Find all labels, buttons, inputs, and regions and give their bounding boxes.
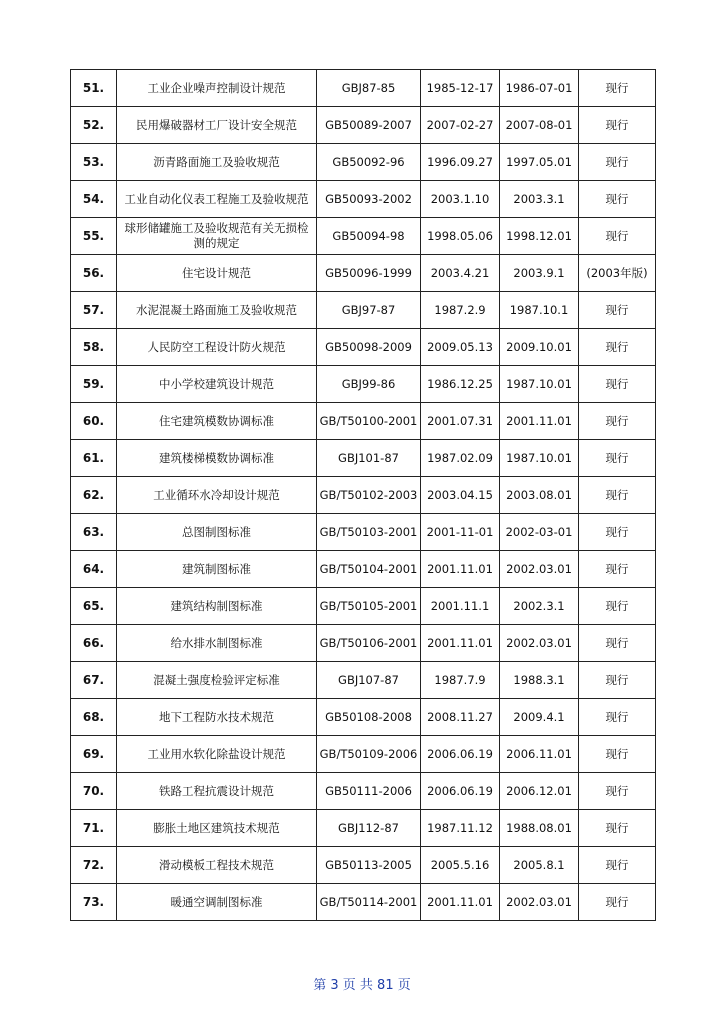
- issue-date-cell: 2007-02-27: [421, 107, 500, 144]
- effective-date-cell: 2002.03.01: [500, 884, 579, 921]
- issue-date-cell: 1987.11.12: [421, 810, 500, 847]
- page-footer: 第 3 页 共 81 页: [313, 978, 411, 993]
- table-row: [71, 662, 656, 699]
- status-cell: 现行: [579, 292, 656, 329]
- table-row: [71, 847, 656, 884]
- table-row: [71, 810, 656, 847]
- standard-name-cell: 建筑楼梯模数协调标准: [117, 440, 317, 477]
- status-cell: 现行: [579, 514, 656, 551]
- standard-name-cell: 地下工程防水技术规范: [117, 699, 317, 736]
- standard-code-cell: GBJ112-87: [317, 810, 421, 847]
- table-row: [71, 773, 656, 810]
- standard-name-cell: 沥青路面施工及验收规范: [117, 144, 317, 181]
- effective-date-cell: 2006.12.01: [500, 773, 579, 810]
- row-number-cell: 72.: [71, 847, 117, 884]
- standard-code-cell: GB/T50109-2006: [317, 736, 421, 773]
- standard-name-cell: 人民防空工程设计防火规范: [117, 329, 317, 366]
- table-row: [71, 255, 656, 292]
- issue-date-cell: 1987.7.9: [421, 662, 500, 699]
- issue-date-cell: 2003.1.10: [421, 181, 500, 218]
- standard-code-cell: GBJ97-87: [317, 292, 421, 329]
- table-row: [71, 329, 656, 366]
- standard-code-cell: GB50093-2002: [317, 181, 421, 218]
- status-cell: (2003年版): [579, 255, 656, 292]
- issue-date-cell: 2003.04.15: [421, 477, 500, 514]
- effective-date-cell: 2006.11.01: [500, 736, 579, 773]
- effective-date-cell: 2002.3.1: [500, 588, 579, 625]
- status-cell: 现行: [579, 440, 656, 477]
- table-row: [71, 884, 656, 921]
- effective-date-cell: 2005.8.1: [500, 847, 579, 884]
- row-number-cell: 60.: [71, 403, 117, 440]
- issue-date-cell: 2001.11.1: [421, 588, 500, 625]
- status-cell: 现行: [579, 551, 656, 588]
- standard-code-cell: GB50108-2008: [317, 699, 421, 736]
- status-cell: 现行: [579, 477, 656, 514]
- row-number-cell: 56.: [71, 255, 117, 292]
- standard-name-cell: 工业循环水冷却设计规范: [117, 477, 317, 514]
- issue-date-cell: 2005.5.16: [421, 847, 500, 884]
- status-cell: 现行: [579, 329, 656, 366]
- table-row: [71, 292, 656, 329]
- status-cell: 现行: [579, 588, 656, 625]
- standard-code-cell: GB/T50104-2001: [317, 551, 421, 588]
- row-number-cell: 53.: [71, 144, 117, 181]
- effective-date-cell: 2009.10.01: [500, 329, 579, 366]
- effective-date-cell: 2002.03.01: [500, 551, 579, 588]
- status-cell: 现行: [579, 107, 656, 144]
- standard-code-cell: GB/T50106-2001: [317, 625, 421, 662]
- effective-date-cell: 2007-08-01: [500, 107, 579, 144]
- standard-name-cell: 膨胀土地区建筑技术规范: [117, 810, 317, 847]
- row-number-cell: 68.: [71, 699, 117, 736]
- row-number-cell: 51.: [71, 70, 117, 107]
- table-row: [71, 440, 656, 477]
- standard-code-cell: GB/T50105-2001: [317, 588, 421, 625]
- standard-code-cell: GBJ99-86: [317, 366, 421, 403]
- issue-date-cell: 2001.11.01: [421, 884, 500, 921]
- standard-code-cell: GB50094-98: [317, 218, 421, 255]
- issue-date-cell: 1998.05.06: [421, 218, 500, 255]
- table-row: [71, 70, 656, 107]
- standard-name-cell: 滑动模板工程技术规范: [117, 847, 317, 884]
- table-row: [71, 588, 656, 625]
- row-number-cell: 62.: [71, 477, 117, 514]
- issue-date-cell: 2001.11.01: [421, 551, 500, 588]
- status-cell: 现行: [579, 773, 656, 810]
- standard-name-cell: 建筑结构制图标准: [117, 588, 317, 625]
- standard-name-cell: 中小学校建筑设计规范: [117, 366, 317, 403]
- standard-code-cell: GB/T50102-2003: [317, 477, 421, 514]
- standard-name-cell: 总图制图标准: [117, 514, 317, 551]
- issue-date-cell: 1987.2.9: [421, 292, 500, 329]
- effective-date-cell: 2003.08.01: [500, 477, 579, 514]
- table-row: [71, 699, 656, 736]
- standard-name-cell: 暖通空调制图标准: [117, 884, 317, 921]
- effective-date-cell: 1987.10.01: [500, 366, 579, 403]
- standard-name-cell: 工业自动化仪表工程施工及验收规范: [117, 181, 317, 218]
- standard-code-cell: GB/T50114-2001: [317, 884, 421, 921]
- status-cell: 现行: [579, 810, 656, 847]
- standard-name-cell: 住宅建筑模数协调标准: [117, 403, 317, 440]
- table-row: [71, 625, 656, 662]
- effective-date-cell: 2001.11.01: [500, 403, 579, 440]
- table-row: [71, 366, 656, 403]
- effective-date-cell: 1998.12.01: [500, 218, 579, 255]
- status-cell: 现行: [579, 218, 656, 255]
- table-row: [71, 107, 656, 144]
- issue-date-cell: 2009.05.13: [421, 329, 500, 366]
- row-number-cell: 59.: [71, 366, 117, 403]
- standard-code-cell: GBJ107-87: [317, 662, 421, 699]
- effective-date-cell: 2003.3.1: [500, 181, 579, 218]
- row-number-cell: 58.: [71, 329, 117, 366]
- issue-date-cell: 1985-12-17: [421, 70, 500, 107]
- issue-date-cell: 1986.12.25: [421, 366, 500, 403]
- issue-date-cell: 2001.11.01: [421, 625, 500, 662]
- table-row: [71, 477, 656, 514]
- status-cell: 现行: [579, 70, 656, 107]
- standard-code-cell: GB50096-1999: [317, 255, 421, 292]
- status-cell: 现行: [579, 403, 656, 440]
- row-number-cell: 54.: [71, 181, 117, 218]
- effective-date-cell: 1997.05.01: [500, 144, 579, 181]
- standards-table-body: [71, 70, 656, 921]
- row-number-cell: 55.: [71, 218, 117, 255]
- standard-code-cell: GBJ101-87: [317, 440, 421, 477]
- row-number-cell: 73.: [71, 884, 117, 921]
- status-cell: 现行: [579, 736, 656, 773]
- status-cell: 现行: [579, 884, 656, 921]
- effective-date-cell: 2009.4.1: [500, 699, 579, 736]
- standard-name-cell: 工业企业噪声控制设计规范: [117, 70, 317, 107]
- row-number-cell: 70.: [71, 773, 117, 810]
- effective-date-cell: 2003.9.1: [500, 255, 579, 292]
- standard-code-cell: GB50113-2005: [317, 847, 421, 884]
- standard-name-cell: 水泥混凝土路面施工及验收规范: [117, 292, 317, 329]
- row-number-cell: 69.: [71, 736, 117, 773]
- issue-date-cell: 2001.07.31: [421, 403, 500, 440]
- table-row: [71, 181, 656, 218]
- row-number-cell: 66.: [71, 625, 117, 662]
- row-number-cell: 67.: [71, 662, 117, 699]
- table-row: [71, 736, 656, 773]
- status-cell: 现行: [579, 144, 656, 181]
- issue-date-cell: 2001-11-01: [421, 514, 500, 551]
- standard-code-cell: GB50089-2007: [317, 107, 421, 144]
- effective-date-cell: 1987.10.01: [500, 440, 579, 477]
- effective-date-cell: 2002.03.01: [500, 625, 579, 662]
- standard-code-cell: GB50111-2006: [317, 773, 421, 810]
- table-row: [71, 144, 656, 181]
- status-cell: 现行: [579, 181, 656, 218]
- row-number-cell: 63.: [71, 514, 117, 551]
- status-cell: 现行: [579, 366, 656, 403]
- standard-name-cell: 球形储罐施工及验收规范有关无损检测的规定: [117, 218, 317, 255]
- standard-name-cell: 住宅设计规范: [117, 255, 317, 292]
- row-number-cell: 57.: [71, 292, 117, 329]
- issue-date-cell: 2008.11.27: [421, 699, 500, 736]
- row-number-cell: 61.: [71, 440, 117, 477]
- standard-code-cell: GB/T50100-2001: [317, 403, 421, 440]
- table-row: [71, 218, 656, 255]
- standard-name-cell: 混凝土强度检验评定标准: [117, 662, 317, 699]
- table-row: [71, 403, 656, 440]
- standard-name-cell: 建筑制图标准: [117, 551, 317, 588]
- effective-date-cell: 1987.10.1: [500, 292, 579, 329]
- row-number-cell: 65.: [71, 588, 117, 625]
- issue-date-cell: 2006.06.19: [421, 773, 500, 810]
- issue-date-cell: 1987.02.09: [421, 440, 500, 477]
- row-number-cell: 64.: [71, 551, 117, 588]
- effective-date-cell: 1988.08.01: [500, 810, 579, 847]
- issue-date-cell: 2003.4.21: [421, 255, 500, 292]
- status-cell: 现行: [579, 847, 656, 884]
- standard-name-cell: 铁路工程抗震设计规范: [117, 773, 317, 810]
- standards-table: [70, 69, 656, 921]
- standard-name-cell: 给水排水制图标准: [117, 625, 317, 662]
- table-row: [71, 514, 656, 551]
- standard-name-cell: 工业用水软化除盐设计规范: [117, 736, 317, 773]
- standard-code-cell: GB50092-96: [317, 144, 421, 181]
- status-cell: 现行: [579, 625, 656, 662]
- standard-code-cell: GBJ87-85: [317, 70, 421, 107]
- effective-date-cell: 2002-03-01: [500, 514, 579, 551]
- row-number-cell: 52.: [71, 107, 117, 144]
- effective-date-cell: 1988.3.1: [500, 662, 579, 699]
- standard-code-cell: GB50098-2009: [317, 329, 421, 366]
- status-cell: 现行: [579, 662, 656, 699]
- standard-code-cell: GB/T50103-2001: [317, 514, 421, 551]
- table-row: [71, 551, 656, 588]
- standard-name-cell: 民用爆破器材工厂设计安全规范: [117, 107, 317, 144]
- row-number-cell: 71.: [71, 810, 117, 847]
- issue-date-cell: 2006.06.19: [421, 736, 500, 773]
- issue-date-cell: 1996.09.27: [421, 144, 500, 181]
- status-cell: 现行: [579, 699, 656, 736]
- effective-date-cell: 1986-07-01: [500, 70, 579, 107]
